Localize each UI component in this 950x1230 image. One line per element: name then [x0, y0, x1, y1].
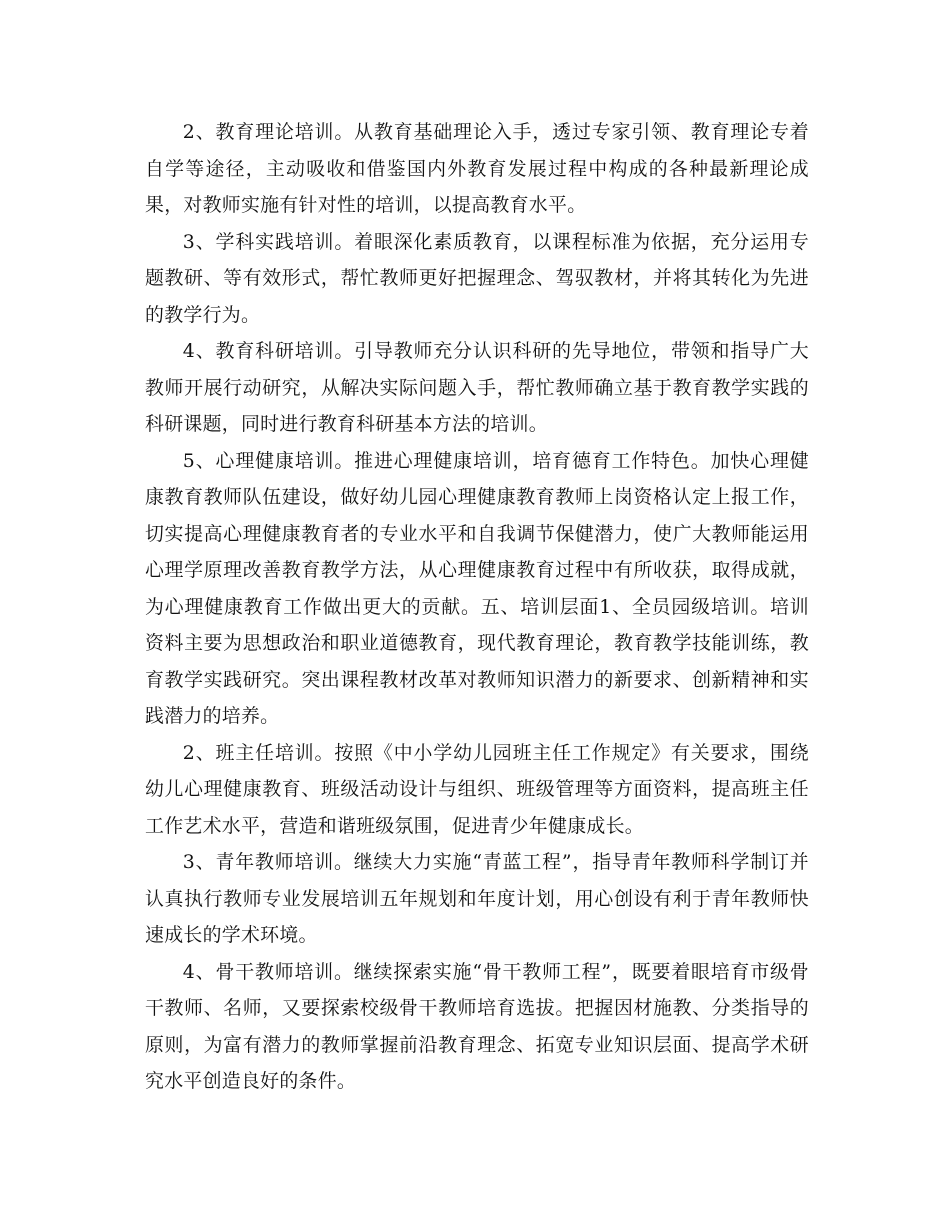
paragraph-education-research-training: 4、教育科研培训。引导教师充分认识科研的先导地位，带领和指导广大教师开展行动研究，从解决实际问题入手，帮忙教师确立基于教育教学实践的科研课题，同时进行教育科研基本方法的培训。: [145, 340, 809, 435]
paragraph-subject-practice-training: 3、学科实践培训。着眼深化素质教育，以课程标准为依据，充分运用专题教研、等有效形式，帮忙教师更好把握理念、驾驭教材，并将其转化为先进的教学行为。: [145, 230, 809, 326]
paragraph-class-teacher-training: 2、班主任培训。按照《中小学幼儿园班主任工作规定》有关要求，围绕幼儿心理健康教育、班级活动设计与组织、班级管理等方面资料，提高班主任工作艺术水平，营造和谐班级氛围，促进青少年健康成长。: [145, 741, 809, 837]
paragraph-education-theory-training: 2、教育理论培训。从教育基础理论入手，透过专家引领、教育理论专着自学等途径，主动吸收和借鉴国内外教育发展过程中构成的各种最新理论成果，对教师实施有针对性的培训，以提高教育水平。: [145, 121, 809, 216]
paragraph-key-teacher-training: 4、骨干教师培训。继续探索实施“骨干教师工程”，既要着眼培育市级骨干教师、名师，又要探索校级骨干教师培育选拔。把握因材施教、分类指导的原则，为富有潜力的教师掌握前沿教育理念、拓宽专业知识层面、提高学术研究水平创造良好的条件。: [145, 960, 809, 1092]
paragraph-mental-health-training: 5、心理健康培训。推进心理健康培训，培育德育工作特色。加快心理健康教育教师队伍建设，做好幼儿园心理健康教育教师上岗资格认定上报工作，切实提高心理健康教育者的专业水平和自我调节保健潜力，使广大教师能运用心理学原理改善教育教学方法，从心理健康教育过程中有所收获，取得成就，为心理健康教育工作做出更大的贡献。五、培训层面1、全员园级培训。培训资料主要为思想政治和职业道德教育，现代教育理论，教育教学技能训练，教育教学实践研究。突出课程教材改革对教师知识潜力的新要求、创新精神和实践潜力的培养。: [145, 449, 809, 727]
document-body: [145, 114, 809, 1100]
paragraph-young-teacher-training: 3、青年教师培训。继续大力实施“青蓝工程”，指导青年教师科学制订并认真执行教师专业发展培训五年规划和年度计划，用心创设有利于青年教师快速成长的学术环境。: [145, 851, 809, 946]
